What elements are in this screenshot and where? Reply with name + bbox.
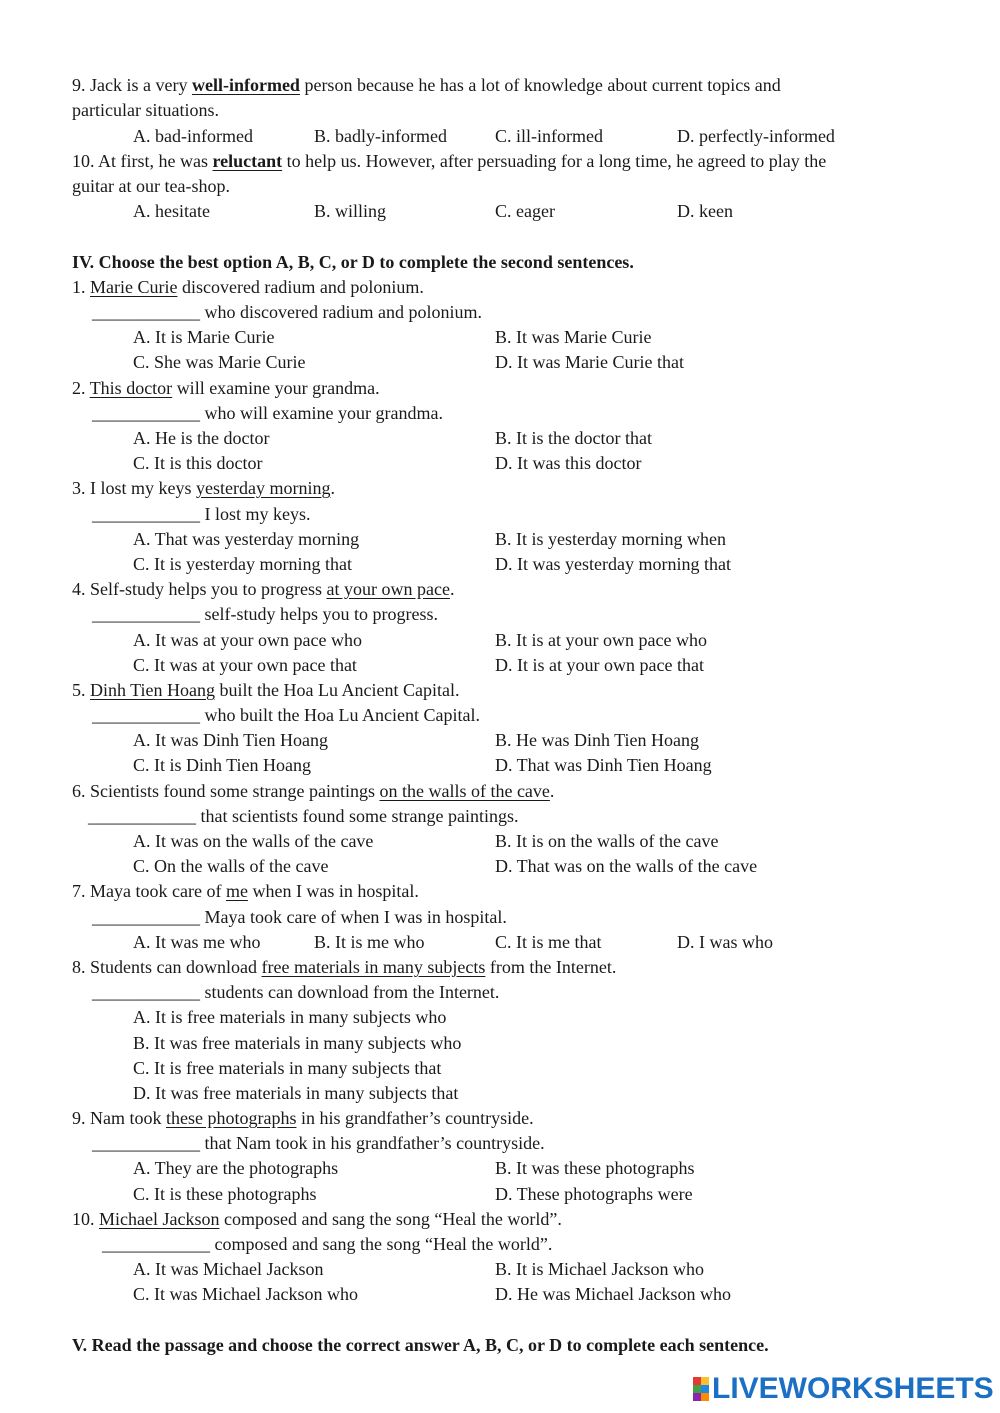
option-d[interactable]: D. He was Michael Jackson who [495,1284,731,1304]
iv-q3-sentence: 3. I lost my keys yesterday morning. [72,478,335,498]
iv-q1-options-ab [0,325,1000,350]
iv-q8-sentence: 8. Students can download free materials in many subjects from the Internet. [72,957,617,977]
iv-q4-stem: ____________ self-study helps you to progress. [92,604,438,624]
option-b[interactable]: B. It was Marie Curie [495,327,652,347]
option-a[interactable]: A. He is the doctor [133,428,270,448]
iv-q3-options-ab [0,527,1000,552]
option-b[interactable]: B. It is at your own pace who [495,630,707,650]
option-a[interactable]: A. It was Michael Jackson [133,1259,324,1279]
option-c[interactable]: C. It is Dinh Tien Hoang [133,755,312,775]
iv-q6-stem: ____________ that scientists found some strange paintings. [88,806,519,826]
iv-q3-options-cd [0,552,1000,577]
option-b[interactable]: B. It is Michael Jackson who [495,1259,704,1279]
iv-q2-sentence: 2. This doctor will examine your grandma. [72,378,380,398]
iv-q8-option-b-row [0,1031,1000,1056]
option-d[interactable]: D. It was Marie Curie that [495,352,684,372]
option-a[interactable]: A. It was on the walls of the cave [133,831,374,851]
iv-q5-options-ab [0,728,1000,753]
option-b[interactable]: B. badly-informed [314,126,447,146]
q10-options [0,199,1000,224]
option-d[interactable]: D. I was who [677,932,773,952]
iv-q8-option-c-row [0,1056,1000,1081]
option-d[interactable]: D. It was this doctor [495,453,642,473]
option-d[interactable]: D. keen [677,201,733,221]
iv-q10-options-ab [0,1257,1000,1282]
option-d[interactable]: D. These photographs were [495,1184,693,1204]
iv-q9-options-ab [0,1156,1000,1181]
option-a[interactable]: A. That was yesterday morning [133,529,360,549]
option-c[interactable]: C. It is free materials in many subjects that [133,1058,442,1078]
option-d[interactable]: D. It was yesterday morning that [495,554,731,574]
iv-q5-sentence: 5. Dinh Tien Hoang built the Hoa Lu Ancient Capital. [72,680,460,700]
iv-q7-options [0,930,1000,955]
option-a[interactable]: A. bad-informed [133,126,253,146]
q9-prompt-line2: particular situations. [72,100,219,120]
q10-prompt-line1: 10. At first, he was reluctant to help us. However, after persuading for a long time, he agreed to play the [72,151,827,171]
option-b[interactable]: B. It was free materials in many subjects who [133,1033,462,1053]
iv-q9-sentence: 9. Nam took these photographs in his grandfather’s countryside. [72,1108,534,1128]
iv-q7-sentence: 7. Maya took care of me when I was in hospital. [72,881,419,901]
iv-q3-stem: ____________ I lost my keys. [92,504,311,524]
option-d[interactable]: D. It was free materials in many subjects that [133,1083,459,1103]
iv-q8-option-d-row [0,1081,1000,1106]
iv-q8-stem: ____________ students can download from the Internet. [92,982,500,1002]
logo-text: LIVEWORKSHEETS [712,1372,994,1405]
iv-q5-stem: ____________ who built the Hoa Lu Ancient Capital. [92,705,480,725]
option-a[interactable]: A. It was at your own pace who [133,630,362,650]
iv-q8-option-a-row [0,1005,1000,1030]
iv-q10-options-cd [0,1282,1000,1307]
option-c[interactable]: C. It is these photographs [133,1184,317,1204]
option-d[interactable]: D. That was Dinh Tien Hoang [495,755,712,775]
option-a[interactable]: A. It is Marie Curie [133,327,275,347]
iv-q6-options-ab [0,829,1000,854]
option-c[interactable]: C. On the walls of the cave [133,856,329,876]
iv-q2-options-ab [0,426,1000,451]
option-c[interactable]: C. It was Michael Jackson who [133,1284,358,1304]
option-c[interactable]: C. eager [495,201,555,221]
iv-q9-options-cd [0,1182,1000,1207]
option-c[interactable]: C. It is this doctor [133,453,263,473]
iv-q7-stem: ____________ Maya took care of when I was in hospital. [92,907,507,927]
q10-prompt-line2: guitar at our tea-shop. [72,176,230,196]
iv-q4-sentence: 4. Self-study helps you to progress at your own pace. [72,579,455,599]
option-b[interactable]: B. willing [314,201,387,221]
iv-q10-sentence: 10. Michael Jackson composed and sang the song “Heal the world”. [72,1209,562,1229]
option-c[interactable]: C. It is me that [495,932,602,952]
iv-q2-options-cd [0,451,1000,476]
iv-q2-stem: ____________ who will examine your grandma. [92,403,443,423]
q10-keyword: reluctant [212,151,283,171]
iv-q1-stem: ____________ who discovered radium and polonium. [92,302,482,322]
option-b[interactable]: B. It is me who [314,932,425,952]
iv-q1-options-cd [0,350,1000,375]
option-c[interactable]: C. It is yesterday morning that [133,554,352,574]
option-b[interactable]: B. It is the doctor that [495,428,652,448]
option-a[interactable]: A. It was Dinh Tien Hoang [133,730,329,750]
q9-keyword: well-informed [191,75,300,95]
option-c[interactable]: C. It was at your own pace that [133,655,357,675]
iv-q10-stem: ____________ composed and sang the song “Heal the world”. [102,1234,553,1254]
option-a[interactable]: A. hesitate [133,201,210,221]
option-d[interactable]: D. That was on the walls of the cave [495,856,758,876]
option-a[interactable]: A. It was me who [133,932,261,952]
option-b[interactable]: B. It is yesterday morning when [495,529,726,549]
iv-q4-options-ab [0,628,1000,653]
option-b[interactable]: B. He was Dinh Tien Hoang [495,730,700,750]
option-b[interactable]: B. It is on the walls of the cave [495,831,719,851]
iv-q6-options-cd [0,854,1000,879]
option-b[interactable]: B. It was these photographs [495,1158,695,1178]
iv-q9-stem: ____________ that Nam took in his grandfather’s countryside. [92,1133,545,1153]
section-v-title: V. Read the passage and choose the correct answer A, B, C, or D to complete each sentence. [72,1335,769,1355]
iv-q5-options-cd [0,753,1000,778]
option-a[interactable]: A. They are the photographs [133,1158,339,1178]
liveworksheets-logo [693,1374,994,1404]
option-c[interactable]: C. ill-informed [495,126,603,146]
logo-blocks-icon [693,1377,709,1401]
section-iv-title: IV. Choose the best option A, B, C, or D to complete the second sentences. [72,252,634,272]
option-a[interactable]: A. It is free materials in many subjects who [133,1007,447,1027]
option-d[interactable]: D. perfectly-informed [677,126,835,146]
iv-q6-sentence: 6. Scientists found some strange paintings on the walls of the cave. [72,781,555,801]
option-d[interactable]: D. It is at your own pace that [495,655,704,675]
q9-prompt-line1: 9. Jack is a very well-informed person because he has a lot of knowledge about current topics and [72,75,781,95]
q9-options [0,124,1000,149]
option-c[interactable]: C. She was Marie Curie [133,352,306,372]
iv-q4-options-cd [0,653,1000,678]
iv-q1-sentence: 1. Marie Curie discovered radium and polonium. [72,277,424,297]
